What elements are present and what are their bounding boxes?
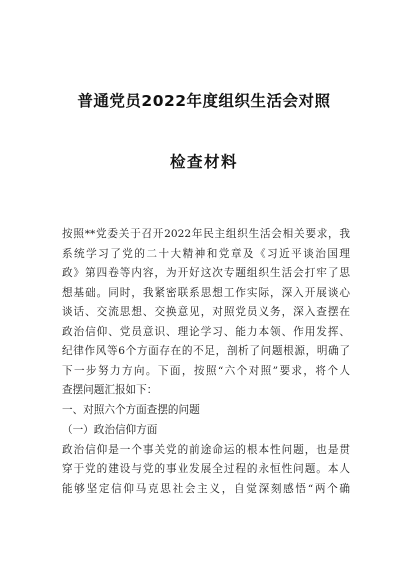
intro-line: 按照**党委关于召开2022年民主组织生活会相关要求，我	[62, 228, 350, 240]
intro-line: 纪律作风等6个方面存在的不足，剖析了问题根源，明确了	[62, 345, 350, 357]
body-line: 政治信仰是一个事关党的前途命运的根本性问题，也是贯	[62, 443, 350, 456]
document-title: 普通党员2022年度组织生活会对照	[77, 92, 331, 110]
intro-line: 下一步努力方向。下面，按照“六个对照”要求，将个人	[62, 364, 350, 377]
intro-line: 政治信仰、党员意识、理论学习、能力本领、作用发挥、	[62, 325, 350, 338]
section-heading: 一、对照六个方面查摆的问题	[62, 403, 200, 416]
intro-line: 政》第四卷等内容，为开好这次专题组织生活会打牢了思	[62, 267, 350, 279]
intro-line: 想基础。同时，我紧密联系思想工作实际，深入开展谈心	[62, 286, 350, 299]
intro-line: 查摆问题汇报如下：	[62, 384, 158, 396]
document-subtitle: 检查材料	[169, 153, 238, 171]
intro-paragraph	[62, 225, 350, 420]
body-line: 能够坚定信仰马克思社会主义，自觉深刻感悟“两个确	[62, 482, 350, 495]
intro-line: 系统学习了党的二十大精神和党章及《习近平谈治国理	[62, 247, 350, 260]
body-paragraph	[62, 421, 350, 499]
intro-line: 谈话、交流思想、交换意见，对照党员义务，深入查摆在	[62, 306, 350, 318]
body-line: 穿于党的建设与党的事业发展全过程的永恒性问题。本人	[62, 463, 350, 475]
subsection-heading: （一）政治信仰方面	[62, 424, 158, 436]
